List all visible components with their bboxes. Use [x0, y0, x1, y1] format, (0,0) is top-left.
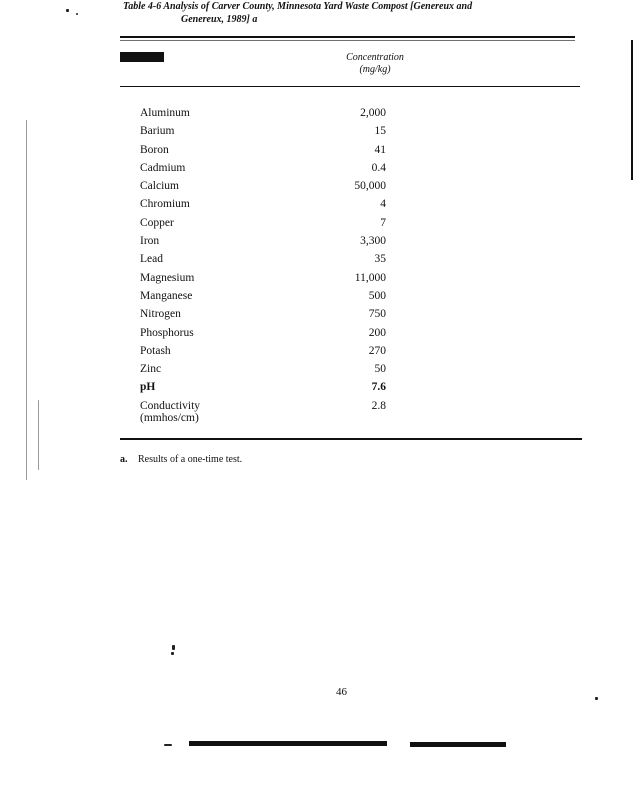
- concentration-value: 270: [368, 344, 386, 357]
- table-row: [140, 177, 400, 195]
- top-rule-thin: [120, 40, 575, 41]
- scan-edge-mark: [631, 40, 633, 180]
- concentration-value: 11,000: [354, 271, 386, 284]
- concentration-value: 2,000: [360, 107, 386, 119]
- column-header-label: Concentration: [346, 52, 404, 63]
- scan-bar-right: [410, 742, 506, 747]
- table-row: [140, 269, 400, 287]
- element-name: Potash: [140, 344, 171, 357]
- footnote-text: Results of a one-time test.: [138, 454, 243, 465]
- table-row: [140, 250, 400, 268]
- scan-speck: [172, 645, 175, 650]
- stub-header-redacted: [120, 52, 164, 62]
- concentration-value: 7.6: [371, 381, 386, 394]
- element-units: (mmhos/cm): [140, 411, 199, 424]
- bottom-rule: [120, 438, 582, 440]
- caption-line-1: Table 4-6 Analysis of Carver County, Minnesota Yard Waste Compost [Genereux and: [123, 1, 473, 12]
- table-row: [140, 342, 400, 360]
- table-row: [140, 214, 400, 232]
- scan-speck: [76, 13, 78, 15]
- concentration-value: 41: [374, 143, 386, 156]
- table-row: [140, 122, 400, 140]
- column-header-units: (mg/kg): [359, 64, 391, 75]
- table-row: [140, 305, 400, 323]
- page-number: 46: [336, 686, 347, 698]
- element-name: Phosphorus: [140, 326, 194, 339]
- concentration-value: 50: [374, 363, 386, 376]
- footnote: [120, 454, 242, 465]
- element-name: Barium: [140, 125, 175, 138]
- table-row: [140, 104, 400, 122]
- concentration-value: 50,000: [354, 180, 386, 193]
- concentration-value: 2.8: [371, 399, 386, 412]
- element-name: Conductivity: [140, 399, 201, 412]
- top-rule: [120, 36, 575, 38]
- element-name: Nitrogen: [140, 308, 181, 321]
- concentration-value: 15: [374, 125, 386, 138]
- caption-line-2: Genereux, 1989] a: [181, 14, 258, 25]
- table-caption: [123, 0, 593, 26]
- scan-speck: [164, 744, 172, 746]
- concentration-value: 200: [368, 326, 386, 339]
- element-name: Boron: [140, 143, 169, 156]
- table-row: [140, 324, 400, 342]
- element-name: Manganese: [140, 289, 193, 302]
- element-name: Cadmium: [140, 161, 186, 174]
- concentration-value: 0.4: [371, 161, 386, 174]
- scan-speck: [26, 120, 27, 480]
- scan-speck: [38, 400, 39, 470]
- concentration-value: 3,300: [360, 235, 386, 248]
- concentration-value: 35: [374, 253, 386, 266]
- concentration-value: 7: [380, 216, 386, 229]
- scan-speck: [66, 9, 69, 12]
- table-row: [140, 287, 400, 305]
- element-name: Zinc: [140, 363, 162, 376]
- table-row: [140, 159, 400, 177]
- table-body: [140, 104, 400, 427]
- header-rule: [120, 86, 580, 87]
- element-name: Magnesium: [140, 271, 195, 284]
- scan-bar-left: [189, 741, 387, 746]
- element-name: Lead: [140, 253, 163, 266]
- table-row: [140, 360, 400, 378]
- column-header-concentration: [320, 52, 430, 76]
- footnote-mark: a.: [120, 454, 128, 465]
- table-row: [140, 378, 400, 396]
- concentration-value: 500: [368, 289, 386, 302]
- element-name: Copper: [140, 216, 174, 229]
- table-row: [140, 195, 400, 213]
- concentration-value: 750: [368, 308, 386, 321]
- concentration-value: 4: [380, 198, 386, 211]
- element-name: Chromium: [140, 198, 190, 211]
- scan-speck: [171, 652, 174, 655]
- table-row: [140, 232, 400, 250]
- element-name: Aluminum: [140, 107, 190, 119]
- table-row: [140, 141, 400, 159]
- element-name: Iron: [140, 235, 160, 248]
- scan-speck: [595, 697, 598, 700]
- element-name: Calcium: [140, 180, 179, 193]
- element-name: pH: [140, 381, 156, 394]
- table-row: [140, 397, 400, 427]
